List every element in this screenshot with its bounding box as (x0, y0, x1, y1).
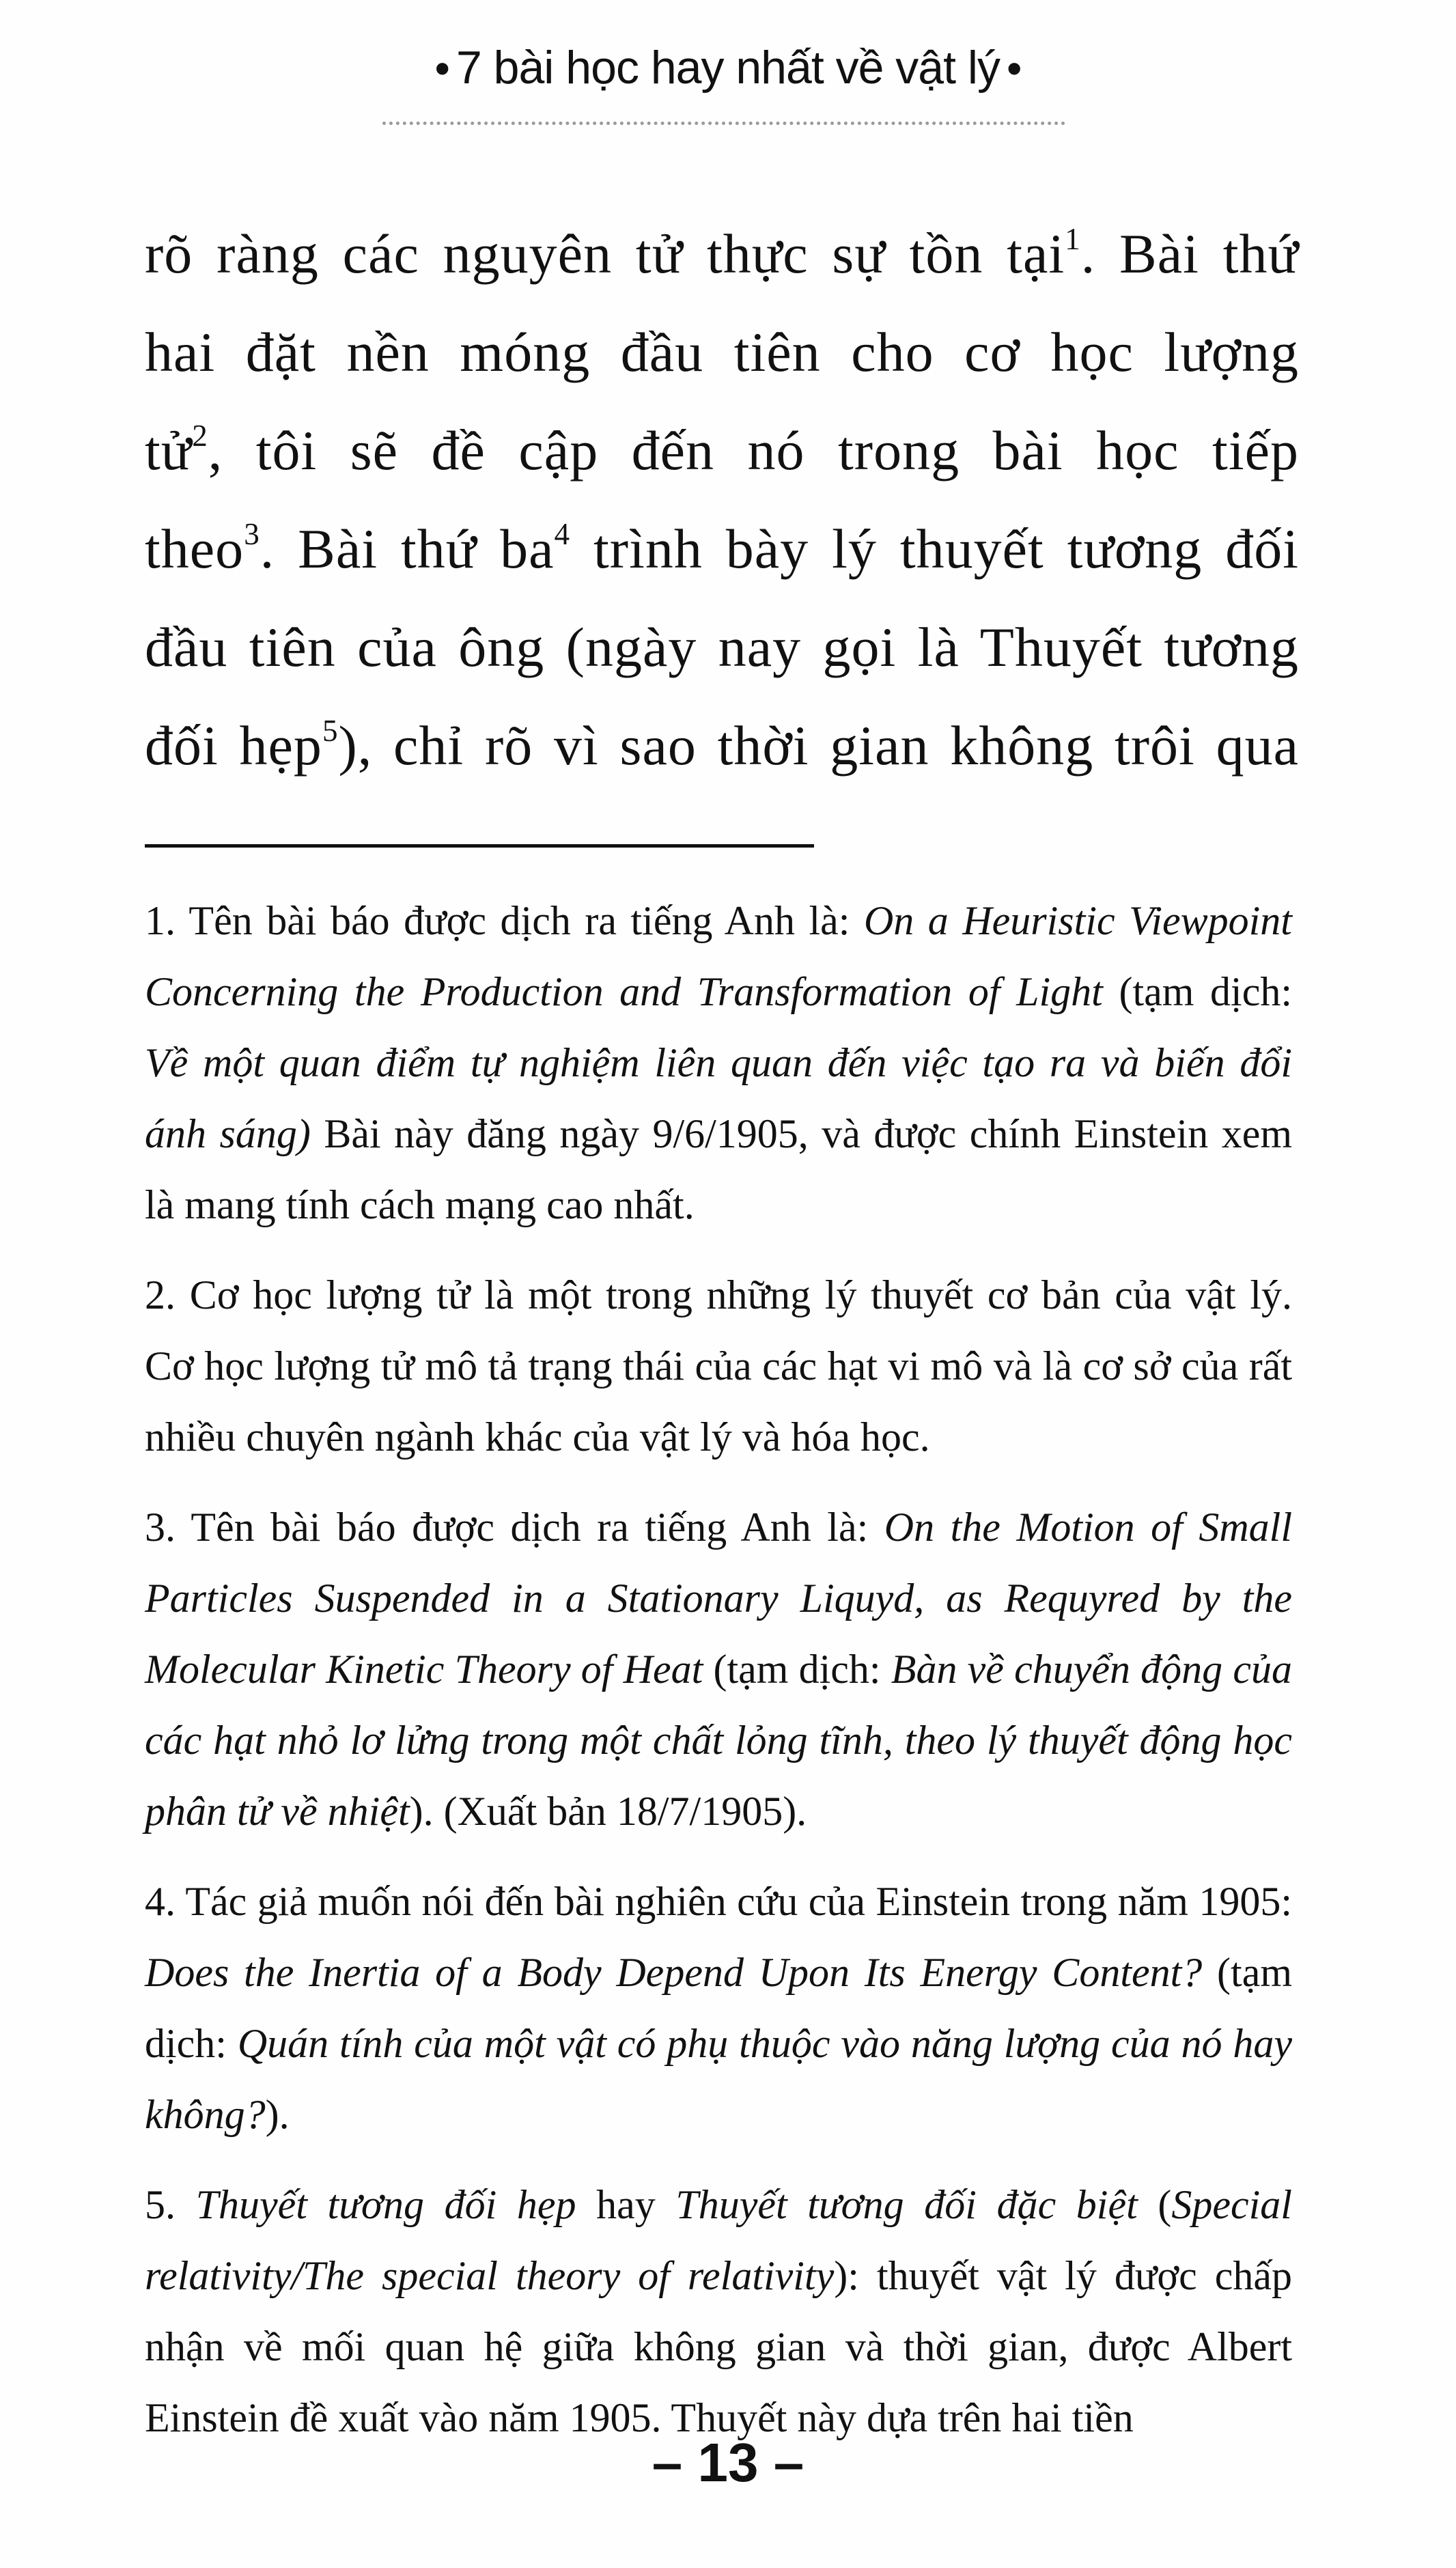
header-bullet-left: • (434, 44, 449, 93)
body-line-2: hai đặt nền móng đầu tiên cho cơ học lượng (145, 321, 1299, 383)
footnote-title-vi: Về một quan điểm tự nghiệm liên quan đến việc tạo ra và biến đổi ánh sáng) (145, 1040, 1292, 1156)
footnote-text: (tạm dịch: (1102, 969, 1293, 1014)
body-line-5: đầu tiên của ông (ngày nay gọi là Thuyết tương (145, 616, 1299, 678)
footnote-text: (tạm dịch: (145, 1950, 1292, 2066)
footnote-text: 5. (145, 2182, 196, 2227)
body-text-run: tử (145, 419, 193, 482)
footnote-title-en: On a Heuristic Viewpoint Concerning the Production and Transformation of Light (145, 898, 1292, 1014)
footnote-text: hay (576, 2182, 676, 2227)
running-header (0, 41, 1456, 94)
footnote-text: 4. Tác giả muốn nói đến bài nghiên cứu của Einstein trong năm 1905: (145, 1879, 1292, 1924)
body-line-6 (145, 697, 1299, 795)
header-bullet-right: • (1007, 44, 1022, 93)
footnote-text: ): thuyết vật lý được chấp nhận về mối quan hệ giữa không gian và thời gian, được Albert Einstein đề xuất vào năm 1905. Thuyết này dựa trên hai tiền (145, 2253, 1293, 2440)
footnote-term: Thuyết tương đối đặc biệt (675, 2182, 1138, 2227)
body-text-run: theo (145, 518, 244, 580)
body-paragraph (145, 205, 1299, 795)
body-text-run: . Bài thứ ba (260, 518, 555, 580)
footnote-title-vi: Bàn về chuyển động của các hạt nhỏ lơ lửng trong một chất lỏng tĩnh, theo lý thuyết động học phân tử về nhiệt (145, 1647, 1293, 1834)
footnote-separator (145, 844, 814, 848)
footnote-3 (145, 1492, 1292, 1847)
body-line-4 (145, 500, 1299, 598)
body-text-run: . Bài thứ (1080, 223, 1299, 285)
footnote-ref-3: 3 (244, 517, 260, 552)
body-text-run: đối hẹp (145, 714, 322, 777)
footnote-ref-4: 4 (554, 517, 571, 552)
footnote-title-en: Does the Inertia of a Body Depend Upon Its Energy Content? (145, 1950, 1203, 1995)
footnote-text: 1. Tên bài báo được dịch ra tiếng Anh là: (145, 898, 864, 943)
page-number: – 13 – (652, 2432, 804, 2493)
body-text-run: , tôi sẽ đề cập đến nó trong bài học tiếp (208, 419, 1299, 482)
footnote-text: 3. Tên bài báo được dịch ra tiếng Anh là: (145, 1505, 884, 1550)
header-dotted-rule (382, 122, 1065, 125)
footnote-5 (145, 2169, 1292, 2453)
footnote-text: ( (1137, 2182, 1172, 2227)
body-text-run: rõ ràng các nguyên tử thực sự tồn tại (145, 223, 1065, 285)
body-line-3 (145, 402, 1299, 500)
footnote-title-vi: Quán tính của một vật có phụ thuộc vào năng lượng của nó hay không? (145, 2021, 1292, 2137)
footnote-ref-1: 1 (1065, 222, 1081, 257)
footnote-text: Bài này đăng ngày 9/6/1905, và được chính Einstein xem là mang tính cách mạng cao nhất. (145, 1111, 1292, 1227)
footnote-text: ). (265, 2092, 290, 2137)
footnotes (145, 885, 1292, 2472)
footnote-ref-5: 5 (322, 714, 339, 749)
header-title: 7 bài học hay nhất về vật lý (456, 42, 1000, 94)
footnote-1 (145, 885, 1292, 1240)
footnote-term: Thuyết tương đối hẹp (195, 2182, 576, 2227)
footnote-title-en: On the Motion of Small Particles Suspended in a Stationary Liquyd, as Requyred by the Molecular Kinetic Theory of Heat (145, 1505, 1292, 1692)
body-line-1 (145, 205, 1299, 303)
footnote-2: 2. Cơ học lượng tử là một trong những lý thuyết cơ bản của vật lý. Cơ học lượng tử mô tả trạng thái của các hạt vi mô và là cơ sở của rất nhiều chuyên ngành khác của vật lý và hóa học. (145, 1272, 1292, 1460)
body-text-run: ), chỉ rõ vì sao thời gian không trôi qua (338, 714, 1299, 777)
footnote-term-en: Special relativity/The special theory of relativity (145, 2182, 1292, 2298)
footnote-text: ). (Xuất bản 18/7/1905). (409, 1789, 807, 1834)
body-text-run: trình bày lý thuyết tương đối (570, 518, 1299, 580)
footnote-text: (tạm dịch: (703, 1647, 891, 1692)
footnote-ref-2: 2 (192, 419, 208, 453)
footnote-4 (145, 1866, 1292, 2150)
